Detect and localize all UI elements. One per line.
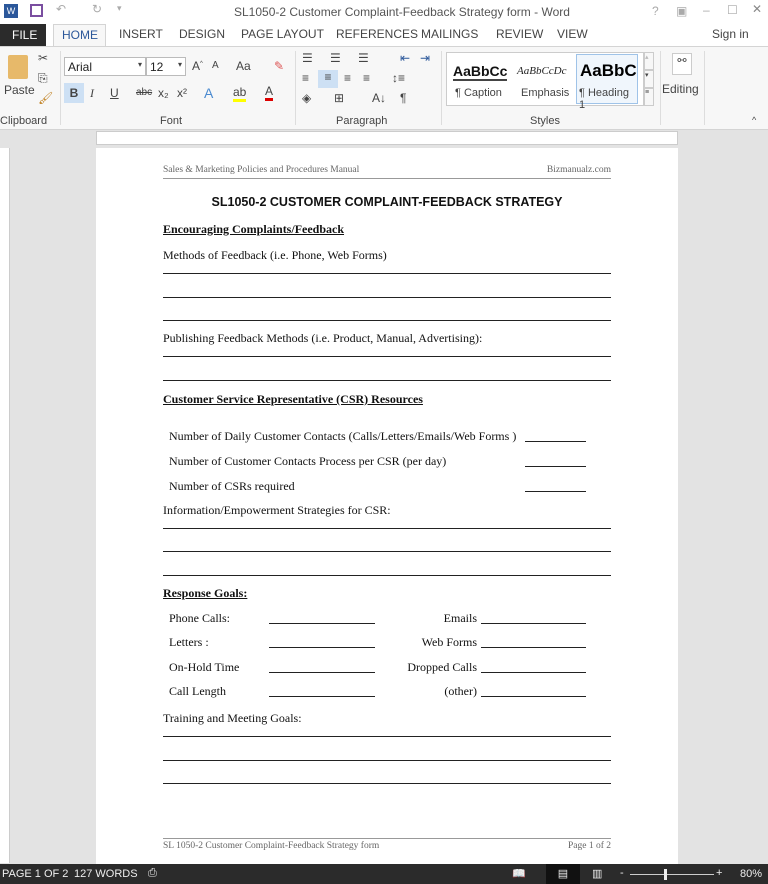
group-clipboard: Clipboard [0, 115, 48, 127]
tab-view[interactable]: VIEW [557, 27, 588, 41]
goal-label: Web Forms [421, 635, 477, 649]
tab-home[interactable]: HOME [53, 24, 106, 47]
horizontal-ruler[interactable] [96, 131, 678, 145]
header-right: Bizmanualz.com [546, 165, 611, 175]
shading-icon[interactable]: ◈ [302, 91, 312, 105]
zoom-in-button[interactable]: + [716, 867, 723, 879]
find-binoculars-icon: ⚯ [672, 53, 692, 75]
numbering-icon[interactable]: ☰ [330, 51, 341, 65]
grow-font-icon[interactable]: A^ [192, 59, 203, 73]
field-label: Information/Empowerment Strategies for CSR: [163, 503, 391, 517]
highlight-icon[interactable]: ab [233, 85, 246, 102]
editing-button[interactable]: ⚯ Editing [662, 55, 699, 96]
section-heading: Customer Service Representative (CSR) Resources [163, 392, 423, 406]
format-painter-icon[interactable]: 🖌 [38, 91, 54, 105]
decrease-indent-icon[interactable]: ⇤ [400, 51, 411, 65]
close-icon[interactable]: ✕ [752, 2, 763, 16]
csr-row-label: Number of CSRs required [169, 479, 295, 493]
increase-indent-icon[interactable]: ⇥ [420, 51, 431, 65]
footer-left: SL 1050-2 Customer Complaint-Feedback Strategy form [163, 841, 380, 851]
sort-icon[interactable]: A↓ [372, 91, 387, 105]
text-effects-icon[interactable]: A [204, 85, 214, 101]
clear-formatting-icon[interactable]: ✎ [274, 59, 285, 73]
goal-label: Phone Calls: [169, 611, 231, 625]
zoom-level[interactable]: 80% [740, 868, 763, 880]
show-formatting-icon[interactable]: ¶ [400, 91, 407, 105]
font-color-icon[interactable]: A [265, 84, 273, 101]
group-font: Font [160, 115, 183, 127]
web-layout-icon[interactable]: ▥ [592, 868, 603, 880]
ribbon-display-icon[interactable]: ▣ [676, 4, 688, 18]
section-heading: Encouraging Complaints/Feedback [163, 222, 345, 236]
tab-file[interactable]: FILE [0, 24, 46, 46]
tab-insert[interactable]: INSERT [119, 27, 163, 41]
minimize-icon[interactable]: – [703, 3, 710, 17]
zoom-out-button[interactable]: - [620, 867, 624, 879]
bullets-icon[interactable]: ☰ [302, 51, 313, 65]
field-label: Training and Meeting Goals: [163, 711, 302, 725]
tab-review[interactable]: REVIEW [496, 27, 544, 41]
group-paragraph: Paragraph [336, 115, 388, 127]
title-bar [0, 0, 768, 24]
page-count[interactable]: PAGE 1 OF 2 [2, 868, 69, 880]
tab-page-layout[interactable]: PAGE LAYOUT [241, 27, 324, 41]
italic-button[interactable]: I [90, 86, 94, 100]
multilevel-list-icon[interactable]: ☰ [358, 51, 369, 65]
word-count[interactable]: 127 WORDS [74, 868, 138, 880]
csr-row-label: Number of Customer Contacts Process per CSR (per day) [169, 454, 447, 468]
group-styles: Styles [530, 115, 560, 127]
undo-icon[interactable]: ↶ [56, 2, 67, 16]
ribbon [0, 46, 768, 130]
center-icon[interactable]: ≡ [318, 70, 338, 88]
tab-design[interactable]: DESIGN [179, 27, 226, 41]
ribbon-tabs [0, 24, 768, 46]
goal-label: On-Hold Time [169, 660, 240, 674]
line-spacing-icon[interactable]: ↕≡ [392, 71, 406, 85]
styles-more[interactable]: ≡ [644, 88, 654, 106]
vertical-ruler[interactable] [0, 148, 10, 863]
align-right-icon[interactable]: ≡ [344, 71, 352, 85]
csr-row-label: Number of Daily Customer Contacts (Calls/Letters/Emails/Web Forms ) [169, 429, 517, 443]
underline-button[interactable]: U [110, 86, 119, 100]
goal-label: Call Length [169, 684, 226, 698]
customize-qat-icon[interactable]: ▾ [117, 3, 122, 13]
font-name-dropdown[interactable]: Arial ▾ [64, 57, 146, 76]
goal-label: Dropped Calls [407, 660, 477, 674]
styles-scroll-down[interactable]: ▾ [644, 70, 654, 88]
proofing-icon[interactable]: ⎙ [148, 867, 157, 879]
goal-label: (other) [444, 684, 477, 698]
word-icon: W [4, 4, 18, 18]
document-page[interactable] [96, 148, 678, 864]
collapse-ribbon-icon[interactable]: ^ [752, 115, 757, 125]
zoom-slider[interactable] [630, 874, 714, 875]
redo-icon[interactable]: ↻ [92, 2, 103, 16]
tab-references[interactable]: REFERENCES [336, 27, 419, 41]
change-case-button[interactable]: Aa [236, 59, 251, 73]
document-title: SL1050-2 CUSTOMER COMPLAINT-FEEDBACK STRATEGY [211, 195, 563, 209]
style-heading-1[interactable]: AaBbC ¶ Heading 1 [576, 54, 638, 104]
field-label: Publishing Feedback Methods (i.e. Product, Manual, Advertising): [163, 331, 483, 345]
goal-label: Letters : [169, 635, 209, 649]
status-bar [0, 864, 768, 884]
bold-button[interactable]: B [64, 83, 84, 103]
font-size-dropdown[interactable]: 12 ▾ [146, 57, 186, 76]
section-heading: Response Goals: [163, 586, 248, 600]
paste-button[interactable]: Paste [2, 51, 34, 107]
header-left: Sales & Marketing Policies and Procedures Manual [163, 165, 360, 175]
shrink-font-icon[interactable]: A [212, 60, 219, 71]
style-emphasis[interactable]: AaBbCcDc Emphasis [517, 65, 570, 99]
cut-icon[interactable]: ✂ [38, 51, 49, 65]
tab-mailings[interactable]: MAILINGS [421, 27, 479, 41]
subscript-button[interactable]: x₂ [158, 86, 169, 100]
read-mode-icon[interactable]: 📖 [512, 868, 526, 880]
copy-icon[interactable]: ⎘ [38, 71, 48, 85]
save-icon[interactable] [30, 4, 43, 17]
footer-right: Page 1 of 2 [567, 841, 611, 851]
maximize-icon[interactable]: ☐ [727, 3, 738, 17]
field-label: Methods of Feedback (i.e. Phone, Web Forms) [163, 248, 387, 262]
style-caption[interactable]: AaBbCc ¶ Caption [453, 63, 508, 99]
styles-scroll-up[interactable]: ▴ [644, 52, 654, 70]
window-title: SL1050-2 Customer Complaint-Feedback Strategy form - Word [234, 5, 570, 19]
justify-icon[interactable]: ≡ [363, 71, 371, 85]
sign-in-link[interactable]: Sign in [712, 27, 749, 41]
print-layout-icon[interactable]: ▤ [546, 864, 580, 884]
borders-icon[interactable]: ⊞ [334, 91, 345, 105]
styles-gallery [446, 52, 644, 111]
superscript-button[interactable]: x² [177, 86, 187, 100]
strikethrough-button[interactable]: abc [136, 87, 153, 98]
clipboard-icon [8, 55, 28, 79]
goal-label: Emails [443, 611, 477, 625]
align-left-icon[interactable]: ≡ [302, 71, 310, 85]
help-icon[interactable]: ? [652, 4, 659, 18]
